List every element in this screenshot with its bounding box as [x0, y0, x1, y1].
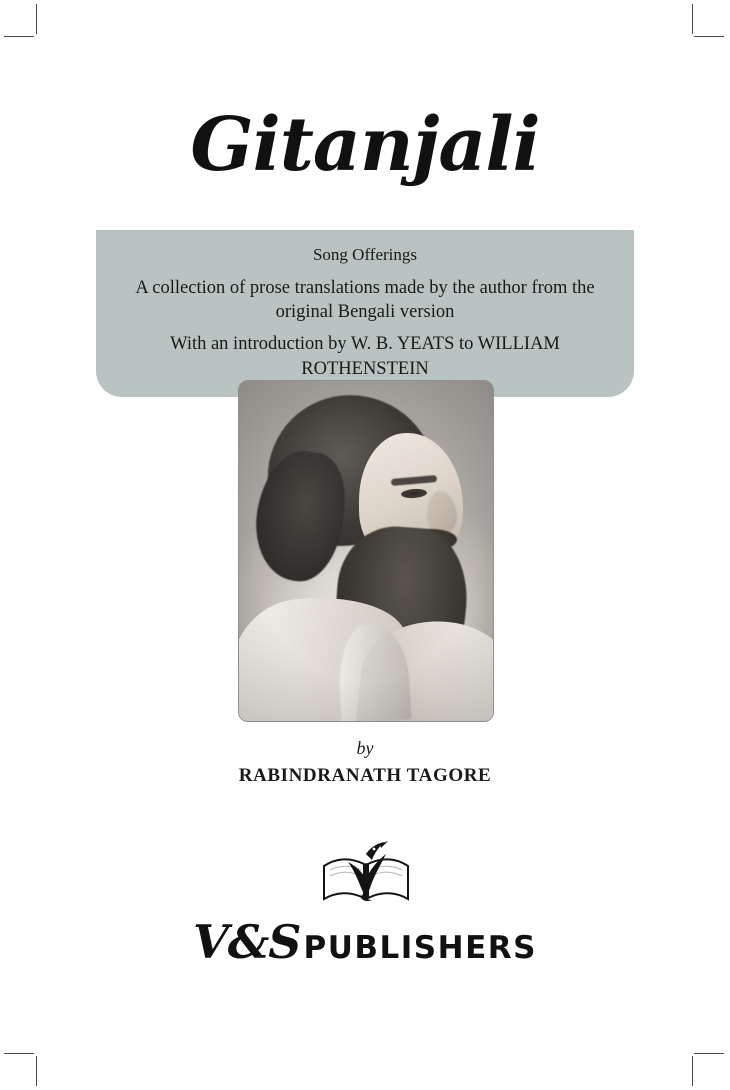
subtitle-line-song-offerings: Song Offerings	[312, 245, 418, 264]
subtitle-band	[96, 230, 634, 397]
author-portrait	[238, 380, 494, 722]
byline-prefix: by	[356, 738, 374, 758]
page-title: Gitanjali	[190, 102, 540, 188]
publisher-initials: V&S	[193, 915, 301, 969]
author-name: RABINDRANATH TAGORE	[238, 765, 492, 786]
publisher-word: PUBLISHERS	[303, 930, 537, 966]
subtitle-line-introduction-note: With an introduction by W. B. YEATS to WILLIAM ROTHENSTEIN	[170, 334, 560, 379]
subtitle-line-translation-note: A collection of prose translations made by the author from the original Bengali version	[135, 277, 595, 322]
portrait-vignette	[239, 381, 493, 721]
portrait-image	[239, 381, 493, 721]
publisher-logo-icon	[318, 836, 414, 908]
publisher-name	[0, 915, 730, 969]
